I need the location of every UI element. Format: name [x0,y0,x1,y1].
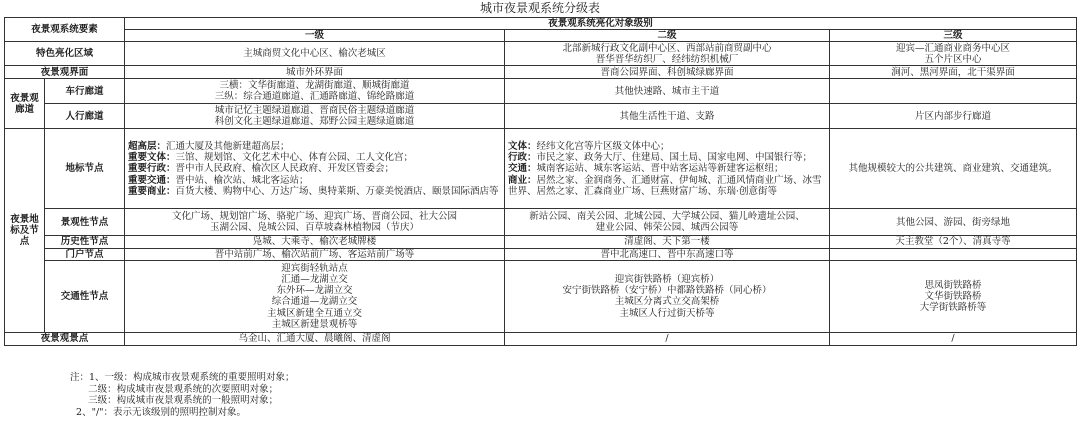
cell-line: 五个片区中心 [924,53,982,65]
cell-line: 主城区新建景观桥等 [271,318,358,330]
entry-value: 城南客运站、城东客运站、晋中站客运站等新建客运枢纽； [536,163,784,175]
cell-line: 综合通道—龙湖立交 [271,296,358,308]
cell-level3: 片区内部步行廊道 [830,104,1077,129]
row-traffic [5,260,1077,332]
cell-level2: 其他快速路、城市主干道 [505,79,830,104]
section-label-corridor: 夜景观廊道 [5,79,45,129]
row-vehicle-corridor [5,79,1077,104]
cell-line: 迎宾—汇通商业商务中心区 [896,42,1011,54]
cell-level1: 主城商贸文化中心区、榆次老城区 [125,42,505,66]
cell-line: 大学街铁路桥等 [919,301,987,313]
cell-line: 三横：文华街廊道、龙湖街廊道、顺城街廊道 [219,80,410,92]
cell-line: 玉湖公园、凫城公园、百草坡森林植物园（节庆） [210,222,420,234]
entry [128,141,501,152]
entry-value: 三馆、规划馆、文化艺术中心、体育公园、工人文化宫； [175,152,414,164]
cell-line: 思凤街铁路桥 [924,279,982,291]
row-label: 历史性节点 [45,236,125,248]
cell-level2: / [505,332,830,345]
table-title: 城市夜景观系统分级表 [479,1,600,15]
cell-line: 建业公园、韩荣公园、城西公园等 [595,222,739,234]
cell-level2: 清虚阁、天下第一楼 [505,236,830,248]
lighting-grade-table [4,17,1077,346]
cell-level3 [830,79,1077,104]
cell-level1 [125,209,505,236]
row-pedestrian-corridor [5,104,1077,129]
entry-key: 交通： [508,163,537,175]
cell-level3 [830,260,1077,332]
row-landscape [5,209,1077,236]
cell-level2: 晋中北高速口、晋中东高速口等 [505,248,830,260]
entry-key: 重要商业： [128,185,176,197]
cell-line: 安宁街铁路桥（安宁桥）中都路铁路桥（同心桥） [562,285,772,297]
row-viewpoint [5,332,1077,345]
row-label: 地标节点 [45,129,125,209]
row-label: 人行廊道 [45,104,125,129]
entry-key: 重要交通： [128,174,176,186]
cell-level1 [125,104,505,129]
cell-line: 汇通—龙湖立交 [281,273,348,285]
cell-level2 [505,129,830,209]
row-label: 景观性节点 [45,209,125,236]
entry-value: 晋中市人民政府、榆次区人民政府、开发区管委会； [175,163,395,175]
entry-value: 汇通大厦及其他新建超高层； [166,140,290,152]
entry-key: 重要文体： [128,152,176,164]
entry-value: 居然之家、金润商务、汇通财富、伊甸城、汇通风情商业广场、冰雪世界、居然之家、汇森商业广场、巨燕财富广场、东瑞·创意街等 [508,174,822,197]
row-label: 门户节点 [45,248,125,260]
cell-level2 [505,260,830,332]
cell-line: 主城区人行过街天桥等 [619,307,715,319]
entry-key: 重要行政： [128,163,176,175]
cell-level3: 涧河、黑河界面，北干渠界面 [830,66,1077,79]
entry-value: 经纬文化宫等片区级文体中心； [536,140,670,152]
row-interface [5,66,1077,79]
cell-level2 [505,209,830,236]
note-line: 三级：构成城市夜景观系统的一般照明对象； [70,395,279,406]
header-element: 夜景观系统要素 [5,18,125,42]
row-label: 特色亮化区域 [5,42,125,66]
row-landmark [5,129,1077,209]
entry-key: 超高层： [128,140,167,152]
cell-level2 [505,42,830,66]
entry [508,152,826,163]
row-label: 夜景观景点 [5,332,125,345]
entry [508,175,826,197]
entry [508,163,826,174]
entry-key: 商业： [508,174,537,186]
cell-line: 主城区新建全互通立交 [267,307,363,319]
row-label: 夜景观界面 [5,66,125,79]
note-line: 二级：构成城市夜景观系统的次要照明对象； [70,383,279,395]
entry-key: 行政： [508,152,537,164]
cell-line: 城市记忆主题绿道廊道、晋商民俗主题绿道廊道 [214,105,415,117]
header-level2: 二级 [505,30,830,42]
cell-line: 文化广场、规划馆广场、骆驼广场、迎宾广场、晋商公园、社大公园 [172,211,458,223]
entry [128,152,501,163]
cell-level3: 其他公园、游园、街旁绿地 [830,209,1077,236]
cell-level1: 凫城、大乘寺、榆次老城牌楼 [125,236,505,248]
entry [508,141,826,152]
note-line: 2、"/"：表示无该级别的照明控制对象。 [70,406,247,418]
row-label: 交通性节点 [45,260,125,332]
cell-level1 [125,129,505,209]
section-label-nodes: 夜景地标及节点 [5,129,45,332]
cell-level1: 城市外环界面 [125,66,505,79]
entry [128,186,501,197]
header-level3: 三级 [830,30,1077,42]
entry [128,175,501,186]
cell-level1 [125,79,505,104]
entry-value: 百货大楼、购物中心、万达广场、奥特莱斯、万豪美悦酒店、颐景国际酒店等 [175,185,499,197]
header-level-group: 夜景观系统亮化对象级别 [125,18,1077,30]
cell-line: 新站公园、南关公园、北城公园、大学城公园、猫儿岭遗址公园、 [529,211,805,223]
cell-line: 东外环—龙湖立交 [276,285,353,297]
row-district [5,42,1077,66]
cell-level3: 其他规模较大的公共建筑、商业建筑、交通建筑。 [830,129,1077,209]
table-notes [70,372,295,418]
cell-level2: 其他生活性干道、支路 [505,104,830,129]
cell-line: 迎宾街轻轨站点 [281,262,348,274]
cell-level3 [830,248,1077,260]
entry-value: 市民之家、政务大厅、住建局、国土局、国家电网、中国银行等； [536,152,813,164]
row-label: 车行廊道 [45,79,125,104]
entry [128,163,501,174]
cell-level3: / [830,332,1077,345]
cell-line: 主城区分离式立交高架桥 [614,296,720,308]
row-gateway [5,248,1077,260]
cell-line: 晋华晋华纺织厂、经纬纺织机械厂 [595,53,739,65]
cell-level1: 晋中站前广场、榆次站前广场、客运站前广场等 [125,248,505,260]
cell-line: 文华街铁路桥 [924,290,982,302]
cell-line: 北部新城行政文化副中心区、西部站前商贸副中心 [562,42,772,54]
header-level1: 一级 [125,30,505,42]
cell-level1 [125,260,505,332]
note-line: 注：1、一级：构成城市夜景观系统的重要照明对象； [70,372,295,383]
row-historic [5,236,1077,248]
cell-level3: 天主教堂（2个）、清真寺等 [830,236,1077,248]
entry-key: 文体： [508,140,537,152]
cell-level3 [830,42,1077,66]
cell-level1: 乌金山、汇通大厦、晨曦阁、清虚阁 [125,332,505,345]
cell-line: 三纵：综合通道廊道、汇通路廊道、锦纶路廊道 [214,91,415,103]
cell-line: 科创文化主题绿道廊道、郑野公园主题绿道廊道 [214,116,415,128]
entry-value: 晋中站、榆次站、城北客运站； [175,174,309,186]
cell-level2: 晋商公园界面、科创城绿廊界面 [505,66,830,79]
cell-line: 迎宾街铁路桥（迎宾桥） [614,273,720,285]
